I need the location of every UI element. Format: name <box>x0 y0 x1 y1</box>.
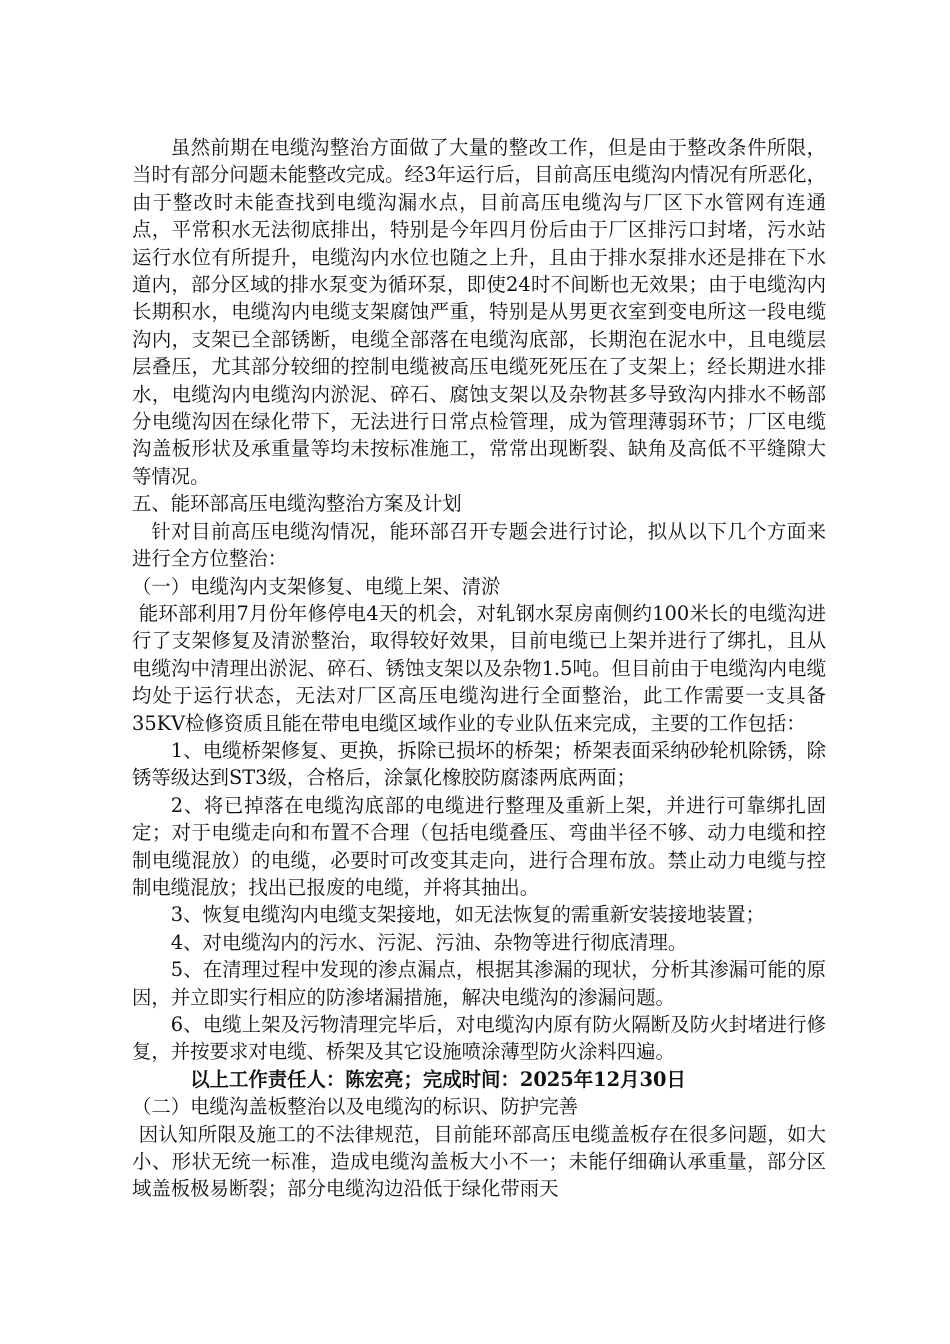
section-heading-five: 五、能环部高压电缆沟整治方案及计划 <box>132 492 462 516</box>
paragraph-intro: 针对目前高压电缆沟情况，能环部召开专题会进行讨论，拟从以下几个方面来进行全方位整治： <box>132 519 826 571</box>
list-item-2: 2、将已掉落在电缆沟底部的电缆进行整理及重新上架，并进行可靠绑扎固定；对于电缆走向和布置不合理（包括电缆叠压、弯曲半径不够、动力电缆和控制电缆混放）的电缆，必要时可改变其走向，进行合理布放。禁止动力电缆与控制电缆混放；找出已报废的电缆，并将其抽出。 <box>132 793 826 899</box>
document-body <box>132 134 826 1203</box>
list-item-1: 1、电缆桥架修复、更换，拆除已损坏的桥架；桥架表面采纳砂轮机除锈，除锈等级达到ST3级，合格后，涂氯化橡胶防腐漆两底两面； <box>132 738 826 790</box>
subsection-heading-two: （二）电缆沟盖板整治以及电缆沟的标识、防护完善 <box>132 1095 578 1119</box>
paragraph-cover-issues: 因认知所限及施工的不法律规范，目前能环部高压电缆盖板存在很多问题，如大小、形状无统一标准，造成电缆沟盖板大小不一；未能仔细确认承重量，部分区域盖板极易断裂；部分电缆沟边沿低于绿化带雨天 <box>132 1122 826 1201</box>
list-item-3: 3、恢复电缆沟内电缆支架接地，如无法恢复的需重新安装接地装置； <box>170 903 765 927</box>
list-item-6: 6、电缆上架及污物清理完毕后，对电缆沟内原有防火隔断及防火封堵进行修复，并按要求对电缆、桥架及其它设施喷涂薄型防火涂料四遍。 <box>132 1013 826 1064</box>
subsection-heading-one: （一）电缆沟内支架修复、电缆上架、清淤 <box>132 574 501 598</box>
list-item-4: 4、对电缆沟内的污水、污泥、污油、杂物等进行彻底清理。 <box>170 930 688 954</box>
list-item-5: 5、在清理过程中发现的渗点漏点，根据其渗漏的现状，分析其渗漏可能的原因，并立即实行相应的防渗堵漏措施，解决电缆沟的渗漏问题。 <box>132 958 826 1009</box>
paragraph-current-situation: 虽然前期在电缆沟整治方面做了大量的整改工作，但是由于整改条件所限，当时有部分问题未能整改完成。经3年运行后，目前高压电缆沟内情况有所恶化，由于整改时未能查找到电缆沟漏水点，目前高压电缆沟与厂区下水管网有连通点，平常积水无法彻底排出，特别是今年四月份后由于厂区排污口封堵，污水站运行水位有所提升，电缆沟内水位也随之上升，且由于排水泵排水还是排在下水道内，部分区域的排水泵变为循环泵，即使24时不间断也无效果；由于电缆沟内长期积水，电缆沟内电缆支架腐蚀严重，特别是从男更衣室到变电所这一段电缆沟内，支架已全部锈断，电缆全部落在电缆沟底部，长期泡在泥水中，且电缆层层叠压，尤其部分较细的控制电缆被高压电缆死死压在了支架上；经长期进水排水，电缆沟内电缆沟内淤泥、碎石、腐蚀支架以及杂物甚多导致沟内排水不畅部分电缆沟因在绿化带下，无法进行日常点检管理，成为管理薄弱环节；厂区电缆沟盖板形状及承重量等均未按标准施工，常常出现断裂、缺角及高低不平缝隙大等情况。 <box>132 136 826 488</box>
responsibility-line: 以上工作责任人：陈宏亮；完成时间：2025年12月30日 <box>190 1067 686 1091</box>
paragraph-repair-work: 能环部利用7月份年修停电4天的机会，对轧钢水泵房南侧约100米长的电缆沟进行了支架修复及清淤整治，取得较好效果，目前电缆已上架并进行了绑扎，且从电缆沟中清理出淤泥、碎石、锈蚀支架以及杂物1.5吨。但目前由于电缆沟内电缆均处于运行状态，无法对厂区高压电缆沟进行全面整治，此工作需要一支具备35KV检修资质且能在带电电缆区域作业的专业队伍来完成，主要的工作包括： <box>132 601 826 735</box>
